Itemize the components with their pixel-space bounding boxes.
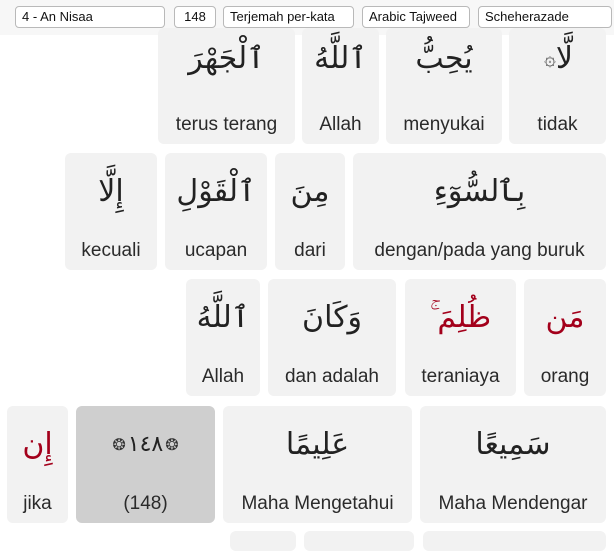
- ornament-right-icon: ❂: [165, 434, 179, 454]
- word-card[interactable]: [423, 531, 606, 551]
- word-translation: dengan/pada yang buruk: [374, 240, 585, 261]
- word-translation: teraniaya: [421, 366, 500, 387]
- verse-number-card[interactable]: [76, 406, 215, 523]
- script-selector[interactable]: Arabic Tajweed: [362, 6, 470, 28]
- verse-end-marker: [112, 432, 178, 457]
- word-arabic: ٱلْجَهْرَ: [188, 40, 265, 76]
- ornament-left-icon: ❂: [112, 434, 126, 454]
- word-card[interactable]: [405, 279, 516, 396]
- word-translation: tidak: [537, 114, 578, 135]
- word-arabic: ٱلْقَوْلِ: [176, 173, 256, 209]
- word-arabic: ٱللَّهُ: [314, 40, 367, 76]
- word-arabic: بِٱلسُّوٓءِ: [433, 173, 526, 209]
- word-translation: ucapan: [184, 240, 248, 261]
- word-translation: dari: [294, 240, 326, 261]
- word-card[interactable]: [509, 28, 606, 144]
- word-card[interactable]: [230, 531, 296, 551]
- word-arabic: وَكَانَ: [302, 299, 362, 335]
- word-arabic: مِنَ: [290, 173, 330, 209]
- word-card[interactable]: [65, 153, 157, 270]
- word-card[interactable]: [386, 28, 502, 144]
- verse-number-arabic: ١٤٨: [127, 431, 164, 457]
- word-card[interactable]: [186, 279, 260, 396]
- font-selector[interactable]: Scheherazade: [478, 6, 612, 28]
- word-card[interactable]: [158, 28, 295, 144]
- word-card[interactable]: [7, 406, 68, 523]
- word-arabic-container: [509, 28, 606, 88]
- word-card[interactable]: [223, 406, 412, 523]
- word-card[interactable]: [304, 531, 414, 551]
- rub-el-hizb-icon: ۞: [544, 46, 556, 70]
- word-card[interactable]: [268, 279, 396, 396]
- word-card[interactable]: [420, 406, 606, 523]
- word-translation: orang: [540, 366, 590, 387]
- word-translation: Maha Mendengar: [438, 493, 588, 514]
- word-translation: dan adalah: [284, 366, 380, 387]
- word-card[interactable]: [165, 153, 267, 270]
- word-translation: Maha Mengetahui: [241, 493, 394, 514]
- verse-number-container: [76, 414, 215, 474]
- translation-selector[interactable]: Terjemah per-kata: [223, 6, 354, 28]
- word-translation: Allah: [319, 114, 362, 135]
- word-translation: jika: [23, 493, 52, 514]
- word-arabic: عَلِيمًا: [285, 426, 350, 462]
- word-card[interactable]: [524, 279, 606, 396]
- word-translation: kecuali: [81, 240, 141, 261]
- word-translation: terus terang: [175, 114, 278, 135]
- word-arabic: إِن: [22, 426, 53, 462]
- word-translation: Allah: [201, 366, 245, 387]
- word-arabic: ٱللَّهُ: [196, 299, 250, 335]
- word-arabic: ظُلِمَ ۚ: [429, 299, 492, 335]
- verse-selector[interactable]: 148: [174, 6, 216, 28]
- surah-selector[interactable]: 4 - An Nisaa: [15, 6, 165, 28]
- word-arabic: إِلَّا: [98, 173, 124, 209]
- word-arabic: لَّا: [555, 40, 573, 76]
- word-arabic: سَمِيعًا: [475, 426, 551, 462]
- verse-number-label: (148): [123, 493, 168, 514]
- word-arabic: مَن: [545, 299, 585, 335]
- word-translation: menyukai: [403, 114, 485, 135]
- word-card[interactable]: [353, 153, 606, 270]
- word-arabic: يُحِبُّ: [415, 40, 473, 76]
- word-card[interactable]: [275, 153, 345, 270]
- word-card[interactable]: [302, 28, 379, 144]
